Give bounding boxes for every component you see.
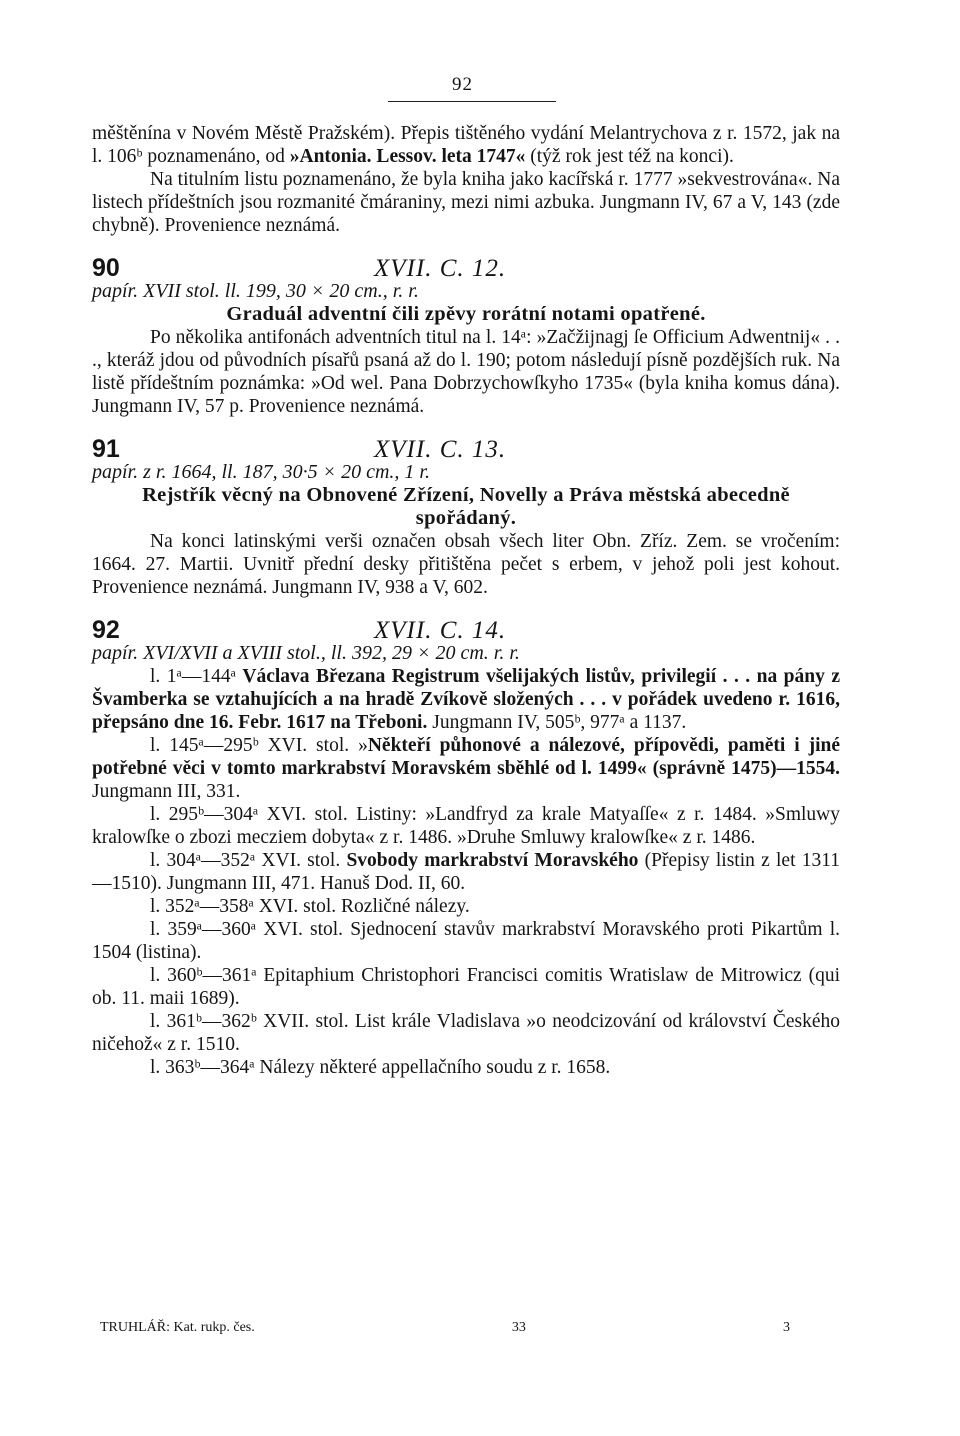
item-bold: Svobody markrabství Moravského (346, 850, 639, 871)
item-bold: Někteří půhonové a nálezové, přípovědi, paměti i jiné potřebné věci v tomto markrabství Moravském sběhlé od l. 1499« (správně 1475)—1554. (92, 735, 841, 779)
header-rule (388, 101, 556, 102)
entry-item (92, 803, 840, 849)
intro-paragraph (92, 122, 840, 168)
footer-signature-mark: 3 (782, 1320, 790, 1335)
entry-item (92, 734, 840, 803)
catalog-entry-92 (92, 616, 841, 1079)
item-range: l. 145ᵃ—295ᵇ XVI. stol. » (150, 735, 368, 756)
entry-meta: papír. XVII stol. ll. 199, 30 × 20 cm., r. r. (92, 280, 419, 302)
entry-item (92, 918, 840, 964)
intro-bold-text: »Antonia. Lessov. leta 1747« (289, 146, 526, 167)
entry-item (92, 895, 840, 918)
entry-item (92, 1056, 840, 1079)
entry-signature: XVII. C. 14. (374, 617, 507, 644)
item-range: l. 352ᵃ—358ᵃ XVI. stol. Rozličné nálezy. (150, 896, 470, 917)
entry-body: Po několika antifonách adventních titul na l. 14ᵃ: »Začžijnagj ſe Officium Adwentnij« . . ., kteráž jdou od původních písařů psaná až do l. 190; potom následují písně pozdějších ruk. Na listě přídeštním poznámka: »Od wel. Pana Dobrzychowſkyho 1735« (byla kniha komus dána). Jungmann IV, 57 p. Provenience neznámá. (92, 327, 840, 417)
entry-number: 92 (92, 616, 120, 644)
entry-number: 90 (92, 254, 120, 282)
item-note: (Přepisy listin z let 1311—1510). Jungmann III, 471. Hanuš Dod. II, 60. (92, 850, 840, 894)
page-content (92, 122, 840, 1079)
entry-header (92, 435, 840, 463)
footer-sheet-number: 33 (511, 1320, 526, 1335)
intro-text-end: (týž rok jest též na konci). (525, 146, 734, 167)
item-bold: Václava Březana Registrum všelijakých listův, privilegií . . . na pány z Švamberka se vztahujících a na hradě Zvíkově složených . . . v pořádek uvedeno r. 1616, přepsáno dne 16. Febr. 1617 na Třeboni. (92, 666, 840, 733)
item-range: l. 359ᵃ—360ᵃ XVI. stol. Sjednocení stavův markrabství Moravského proti Pikartům l. 1504 (listina). (92, 919, 840, 963)
item-note: Jungmann III, 331. (92, 781, 241, 802)
catalog-entry-90 (92, 254, 840, 418)
entry-header (92, 254, 840, 282)
entry-signature: XVII. C. 13. (374, 436, 507, 463)
entry-signature: XVII. C. 12. (374, 255, 507, 282)
item-range: l. 295ᵇ—304ᵃ XVI. stol. Listiny: »Landfryd za krale Matyaſſe« z r. 1484. »Smluwy kralowſke o zbozi mecziem dobyta« z r. 1486. »Druhe Smluwy kralowſke« z r. 1486. (92, 804, 840, 848)
catalog-entry-91 (92, 435, 840, 599)
entry-item (92, 1010, 840, 1056)
item-range: l. 361ᵇ—362ᵇ XVII. stol. List krále Vladislava »o neodcizování od království Českého ničehož« z r. 1510. (92, 1011, 840, 1055)
entry-item (92, 849, 840, 895)
entry-number: 91 (92, 435, 120, 463)
entry-body: Na konci latinskými verši označen obsah všech liter Obn. Zříz. Zem. se vročením: 1664. 27. Martii. Uvnitř přední desky přitištěna pečet s erbem, v jehož poli jest kohout. Provenience neznámá. Jungmann IV, 938 a V, 602. (92, 531, 840, 598)
entry-item (92, 665, 840, 734)
item-range: l. 1ᵃ—144ᵃ (150, 666, 243, 687)
footer-source: TRUHLÁŘ: Kat. rukp. čes. (100, 1320, 255, 1335)
entry-title: Graduál adventní čili zpěvy rorátní notami opatřené. (226, 303, 706, 325)
entry-meta: papír. z r. 1664, ll. 187, 30·5 × 20 cm., 1 r. (92, 461, 430, 483)
entry-title: Rejstřík věcný na Obnovené Zřízení, Novelly a Práva městská abecedně spořádaný. (142, 484, 790, 529)
item-note: Jungmann IV, 505ᵇ, 977ᵃ a 1137. (427, 712, 687, 733)
item-range: l. 360ᵇ—361ᵃ Epitaphium Christophori Francisci comitis Wratislaw de Mitrowicz (qui ob. 11. maii 1689). (92, 965, 840, 1009)
item-range: l. 363ᵇ—364ᵃ Nálezy některé appellačního soudu z r. 1658. (150, 1057, 611, 1078)
page-number: 92 (452, 74, 473, 95)
intro-paragraph-2: Na titulním listu poznamenáno, že byla kniha jako kacířská r. 1777 »sekvestrována«. Na listech přídeštních jsou rozmanité čmáraniny, mezi nimi azbuka. Jungmann IV, 67 a V, 143 (zde chybně). Provenience neznámá. (92, 169, 840, 236)
entry-header (92, 616, 840, 644)
entry-item (92, 964, 840, 1010)
page-footer (100, 1320, 790, 1336)
item-range: l. 304ᵃ—352ᵃ XVI. stol. (150, 850, 347, 871)
intro-text: měštěnína v Novém Městě Pražském). Přepis tištěného vydání Melantrychova z r. 1572, jak na l. 106ᵇ poznamenáno, od (92, 123, 840, 167)
entry-meta: papír. XVI/XVII a XVIII stol., ll. 392, 29 × 20 cm. r. r. (92, 642, 520, 664)
